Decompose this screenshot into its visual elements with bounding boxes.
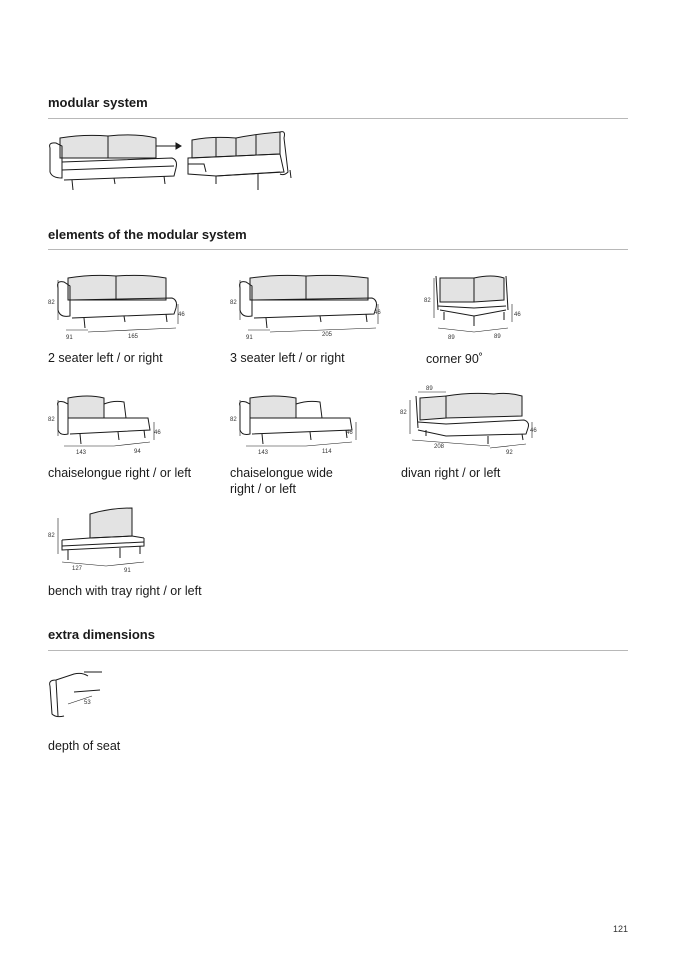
seat-height-label: 46 xyxy=(514,312,521,318)
width-label: 114 xyxy=(322,449,332,455)
width-label: 92 xyxy=(506,450,513,456)
divan-caption: divan right / or left xyxy=(401,466,501,480)
depth-label: 208 xyxy=(434,444,445,450)
depth-label: 91 xyxy=(66,335,73,341)
chaiselongue-diagram xyxy=(44,390,174,460)
chaiselongue-wide-diagram xyxy=(226,390,376,460)
modular-system-illustration xyxy=(44,128,304,198)
height-label: 82 xyxy=(424,298,431,304)
height-label: 82 xyxy=(48,533,55,539)
three-seater-diagram xyxy=(226,270,396,342)
extra-heading: extra dimensions xyxy=(48,627,155,642)
height-label: 82 xyxy=(400,410,407,416)
height-label: 82 xyxy=(230,300,237,306)
seat-depth-diagram xyxy=(44,664,114,724)
divan-diagram xyxy=(396,382,546,460)
width-label: 94 xyxy=(134,449,141,455)
top-depth-label: 89 xyxy=(426,386,433,392)
depth-label: 91 xyxy=(246,335,253,341)
depth-label: 143 xyxy=(258,450,269,456)
depth-of-seat-caption: depth of seat xyxy=(48,739,121,753)
seat-height-label: 46 xyxy=(154,430,161,436)
three-seater-caption: 3 seater left / or right xyxy=(230,351,345,365)
bench-caption: bench with tray right / or left xyxy=(48,584,202,598)
modular-system-rule xyxy=(48,118,628,119)
seat-height-label: 46 xyxy=(374,310,381,316)
elements-heading: elements of the modular system xyxy=(48,227,247,242)
elements-rule xyxy=(48,249,628,250)
depth-label: 53 xyxy=(84,700,91,706)
chaiselongue-wide-caption: chaiselongue wide right / or left xyxy=(230,466,333,496)
corner-caption: corner 90˚ xyxy=(426,352,483,366)
height-label: 82 xyxy=(48,300,55,306)
height-label: 82 xyxy=(48,417,55,423)
two-seater-caption: 2 seater left / or right xyxy=(48,351,163,365)
seat-height-label: 46 xyxy=(530,428,537,434)
extra-rule xyxy=(48,650,628,651)
depth-label: 127 xyxy=(72,566,83,572)
seat-height-label: 46 xyxy=(346,430,353,436)
seat-height-label: 46 xyxy=(178,312,185,318)
width-label: 205 xyxy=(322,332,333,338)
page-number: 121 xyxy=(612,924,628,934)
bench-diagram xyxy=(44,504,154,578)
height-label: 82 xyxy=(230,417,237,423)
width-label: 91 xyxy=(124,568,131,574)
corner-diagram xyxy=(420,270,530,342)
modular-system-heading: modular system xyxy=(48,95,148,110)
depth-label: 143 xyxy=(76,450,87,456)
two-seater-diagram xyxy=(44,270,194,342)
chaiselongue-caption: chaiselongue right / or left xyxy=(48,466,192,480)
width-label: 165 xyxy=(128,334,139,340)
depth-2-label: 89 xyxy=(494,334,501,340)
depth-1-label: 89 xyxy=(448,335,455,341)
